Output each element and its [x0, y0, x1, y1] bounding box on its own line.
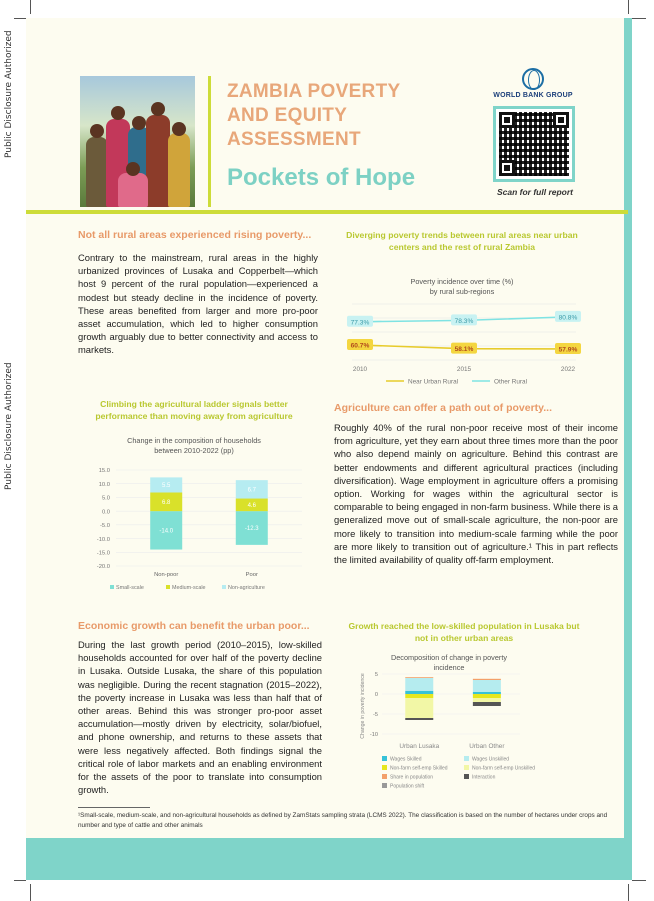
- teal-side-band: [624, 18, 632, 842]
- y-tick-label: -5.0: [100, 523, 110, 530]
- legend-swatch: [382, 765, 387, 770]
- section-title-agri: Agriculture can offer a path out of poverty...: [334, 402, 552, 414]
- data-label: -14.0: [159, 528, 174, 535]
- x-tick-label: 2022: [560, 366, 576, 373]
- qr-code-pattern: [499, 112, 569, 176]
- qr-code[interactable]: [493, 106, 575, 182]
- header-divider: [26, 210, 628, 214]
- chart-subtitle-line: between 2010-2022 (pp): [154, 446, 234, 455]
- y-tick-label: -10: [369, 732, 378, 738]
- legend-label: Wages Skilled: [390, 756, 422, 763]
- data-label: 77.3%: [350, 319, 370, 327]
- legend-swatch: [222, 585, 226, 589]
- bar-segment: [405, 678, 433, 691]
- y-tick-label: 0.0: [101, 509, 110, 516]
- legend-label: Other Rural: [494, 378, 528, 386]
- y-axis-label: Change in poverty incidence: [360, 673, 366, 739]
- y-tick-label: -15.0: [96, 550, 110, 557]
- y-tick-label: -10.0: [96, 536, 110, 543]
- data-label: 4.6: [247, 503, 256, 510]
- household-composition-chart: [80, 460, 310, 600]
- report-subtitle: Pockets of Hope: [227, 164, 416, 191]
- section-body-agri: Roughly 40% of the rural non-poor receive most of their income from agriculture, yet they earn about three times more than the poor who also depend mainly on agriculture. Behind this contrast are better endowments and different agricultural practices (including diversification). Wage employment in agriculture offers a promising option. Working for wages within the agricultural sector is comparable to being engaged in non-farm business. While there is a generalized move out of small-scale agriculture, the non-poor are more likely to transition into medium-scale farming while the poor are more likely to transition out of agriculture.¹ This in part reflects the limited availability of quality off-farm employment.: [334, 422, 618, 566]
- x-tick-label: Urban Lusaka: [399, 743, 440, 750]
- footnote: ¹Small-scale, medium-scale, and non-agricultural households as defined by ZamStats sampling strata (LCMS 2022). The classification is based on the number of hectares under crops and number and type of cattle and other animals: [78, 812, 608, 829]
- bar-segment: [473, 702, 501, 706]
- legend-label: Interaction: [472, 774, 496, 781]
- legend-label: Wages Unskilled: [472, 756, 510, 763]
- world-bank-logo[interactable]: [490, 68, 576, 99]
- bar-segment: [473, 694, 501, 698]
- header-accent-bar: [208, 76, 211, 207]
- section-title-rural: Not all rural areas experienced rising poverty...: [78, 229, 312, 241]
- crop-mark: [14, 880, 26, 881]
- section-body-urban: During the last growth period (2010–2015), low-skilled households accounted for over half of the poverty decline in Lusaka. Outside Lusaka, the share of this population was negligible. During the recent stagnation (2015–2022), the poverty increase in Lusaka was less than half that of other areas. Behind this was stronger pro-poor asset accumulation—mostly driven by electricity, solar/biofuel, and phone ownership, and returns to these assets that were less negatively affected. Both findings signal the critical role of labor markets and an enabling environment for the assets of the poor to translate into consumption growth.: [78, 639, 322, 796]
- report-title-line: ASSESSMENT: [227, 129, 361, 150]
- data-label: 80.8%: [558, 314, 578, 322]
- y-tick-label: 5: [374, 672, 378, 678]
- chart-subtitle-ladder: [80, 436, 308, 456]
- legend-swatch: [464, 765, 469, 770]
- y-tick-label: 5.0: [101, 495, 110, 502]
- x-tick-label: 2010: [352, 366, 368, 373]
- data-label: 78.3%: [454, 317, 474, 325]
- disclosure-label-middle: Public Disclosure Authorized: [4, 362, 14, 490]
- bar-segment: [405, 698, 433, 718]
- legend-swatch: [110, 585, 114, 589]
- chart-title-lusaka: Growth reached the low-skilled population in Lusaka but not in other urban areas: [348, 621, 580, 643]
- legend-label: Non-farm self-emp Skilled: [390, 765, 448, 772]
- chart-subtitle-line: incidence: [433, 663, 465, 672]
- qr-eye-icon: [499, 160, 515, 176]
- data-label: 57.9%: [558, 346, 578, 354]
- logo-text: WORLD BANK GROUP: [493, 92, 573, 99]
- children-photo: [80, 76, 195, 207]
- chart-title-ladder: Climbing the agricultural ladder signals better performance than moving away from agriculture: [95, 399, 293, 421]
- bar-segment: [473, 680, 501, 692]
- bar-segment: [473, 692, 501, 694]
- legend-swatch: [166, 585, 170, 589]
- y-tick-label: 0: [374, 692, 378, 698]
- bar-segment: [405, 694, 433, 698]
- bar-segment: [405, 718, 433, 720]
- bar-segment: [405, 677, 433, 678]
- legend-label: Medium-scale: [172, 585, 206, 591]
- poverty-decomposition-chart: [356, 670, 556, 798]
- chart-subtitle-line: Poverty incidence over time (%): [410, 277, 514, 286]
- x-tick-label: Urban Other: [469, 743, 505, 750]
- legend-swatch: [382, 756, 387, 761]
- legend-label: Non-agriculture: [228, 585, 265, 591]
- legend-swatch: [464, 774, 469, 779]
- data-label: 6.8: [162, 500, 171, 507]
- bar-segment: [473, 679, 501, 680]
- report-title-line: AND EQUITY: [227, 105, 348, 126]
- teal-bottom-band: [26, 838, 632, 880]
- chart-title-trends: Diverging poverty trends between rural areas near urban centers and the rest of rural Zambia: [346, 230, 578, 252]
- data-label: 5.5: [162, 483, 171, 490]
- section-title-urban: Economic growth can benefit the urban poor...: [78, 620, 310, 632]
- crop-mark: [632, 18, 646, 19]
- chart-subtitle-line: Decomposition of change in poverty: [390, 653, 507, 662]
- crop-mark: [628, 884, 629, 901]
- y-tick-label: 15.0: [98, 468, 110, 475]
- data-label: -12.3: [244, 526, 259, 533]
- report-title-line: ZAMBIA POVERTY: [227, 81, 401, 102]
- legend-swatch: [382, 783, 387, 788]
- legend-label: Small-scale: [116, 585, 144, 591]
- chart-subtitle-trends: [344, 277, 580, 297]
- qr-eye-icon: [499, 112, 515, 128]
- disclosure-label-top: Public Disclosure Authorized: [4, 30, 14, 158]
- chart-subtitle-line: Change in the composition of households: [127, 436, 261, 445]
- y-tick-label: -5: [373, 712, 378, 718]
- section-body-rural: Contrary to the mainstream, rural areas in the highly urbanized provinces of Lusaka and Copperbelt—which host 9 percent of the rural population—experienced a modest but steady decline in the incidence of poverty. These areas benefited from larger and more pro-poor asset accumulation, which led to higher consumption growth arguably due to better connectivity and access to markets.: [78, 252, 318, 356]
- bar-segment: [405, 691, 433, 694]
- x-tick-label: Poor: [245, 572, 258, 578]
- poverty-trends-chart: [346, 298, 582, 390]
- y-tick-label: 10.0: [98, 481, 110, 488]
- crop-mark: [632, 880, 646, 881]
- x-tick-label: 2015: [456, 366, 472, 373]
- bar-segment: [473, 698, 501, 702]
- chart-subtitle-line: by rural sub-regions: [429, 287, 495, 296]
- globe-icon: [522, 68, 544, 90]
- report-title: [227, 80, 457, 152]
- legend-label: Near Urban Rural: [408, 378, 459, 386]
- scan-label: Scan for full report: [496, 187, 574, 197]
- qr-eye-icon: [553, 112, 569, 128]
- x-tick-label: Non-poor: [154, 572, 179, 578]
- crop-mark: [30, 0, 31, 14]
- data-label: 60.7%: [350, 342, 370, 350]
- footnote-rule: [78, 807, 150, 808]
- data-label: 6.7: [247, 487, 256, 494]
- y-tick-label: -20.0: [96, 564, 110, 571]
- legend-label: Population shift: [390, 783, 425, 790]
- crop-mark: [14, 18, 26, 19]
- crop-mark: [30, 884, 31, 901]
- data-label: 58.1%: [454, 346, 474, 354]
- legend-swatch: [382, 774, 387, 779]
- legend-label: Share in population: [390, 774, 434, 781]
- legend-swatch: [464, 756, 469, 761]
- legend-label: Non-farm self-emp Unskilled: [472, 765, 536, 772]
- crop-mark: [628, 0, 629, 14]
